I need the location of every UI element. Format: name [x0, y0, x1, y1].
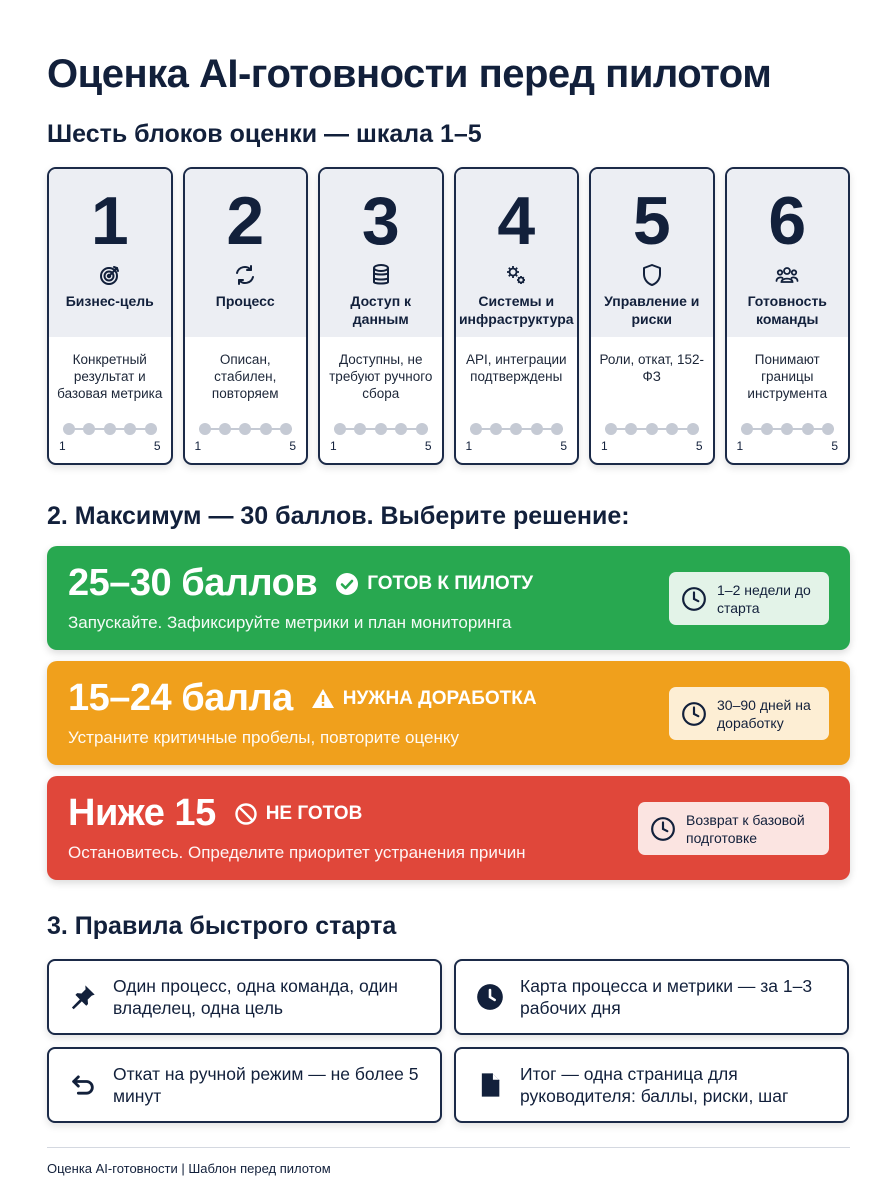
section-subtitle: Шесть блоков оценки — шкала 1–5 — [47, 120, 482, 148]
section-heading-decision: 2. Максимум — 30 баллов. Выберите решение: — [47, 502, 630, 530]
band-description: Устраните критичные пробелы, повторите оценку — [68, 728, 460, 747]
decision-band-needs-work — [47, 661, 850, 765]
card-description: Понимают границы инструмента — [747, 352, 828, 401]
team-icon — [774, 262, 800, 288]
rating-scale[interactable] — [599, 423, 705, 463]
assessment-cards — [47, 167, 850, 465]
card-label: Управление и риски — [604, 293, 700, 327]
band-description: Запускайте. Зафиксируйте метрики и план мониторинга — [68, 613, 512, 632]
card-label: Процесс — [215, 293, 275, 309]
card-number: 2 — [226, 183, 265, 259]
decision-band-ready — [47, 546, 850, 650]
card-business-goal — [47, 167, 173, 465]
band-note — [638, 802, 829, 855]
undo-icon — [69, 1071, 97, 1099]
band-note — [669, 572, 829, 625]
card-description: Роли, откат, 152-ФЗ — [599, 352, 705, 384]
card-number: 3 — [361, 183, 400, 259]
footer-divider — [47, 1147, 850, 1148]
footer-text: Оценка AI-готовности | Шаблон перед пилотом — [47, 1161, 331, 1176]
band-status: ГОТОВ К ПИЛОТУ — [367, 572, 534, 594]
scale-max: 5 — [560, 439, 567, 453]
scale-max: 5 — [153, 439, 161, 453]
card-team-readiness — [725, 167, 851, 465]
card-description: API, интеграции подтверждены — [465, 352, 567, 384]
card-number: 4 — [497, 183, 536, 259]
card-number: 1 — [90, 183, 129, 259]
scale-min: 1 — [601, 439, 608, 453]
card-governance — [589, 167, 715, 465]
rule-card — [454, 959, 849, 1035]
cycle-arrows-icon — [232, 262, 258, 288]
warning-icon — [311, 687, 335, 711]
scale-min: 1 — [736, 439, 744, 453]
decision-band-not-ready — [47, 776, 850, 880]
band-note-text: 30–90 дней на доработку — [717, 696, 811, 731]
rule-text: Итог — одна страница для руководителя: баллы, риски, шаг — [520, 1064, 789, 1106]
clock-icon — [650, 816, 676, 842]
card-description: Доступны, не требуют ручного сбора — [329, 352, 433, 401]
scale-max: 5 — [695, 439, 703, 453]
scale-max: 5 — [289, 439, 296, 453]
clock-icon — [681, 701, 707, 727]
rule-card — [47, 959, 442, 1035]
card-description: Конкретный результат и базовая метрика — [57, 352, 163, 401]
check-circle-icon — [335, 572, 359, 596]
band-note-text: 1–2 недели до старта — [717, 581, 811, 616]
rating-scale[interactable] — [193, 423, 299, 463]
rating-scale[interactable] — [328, 423, 434, 463]
card-label: Системы и инфраструктура — [458, 293, 574, 327]
scale-min: 1 — [59, 439, 66, 453]
rating-scale[interactable] — [735, 423, 841, 463]
pin-icon — [69, 983, 97, 1011]
document-icon — [476, 1071, 504, 1099]
scale-min: 1 — [194, 439, 202, 453]
band-note-text: Возврат к базовой подготовке — [686, 811, 805, 846]
gears-icon — [503, 262, 529, 288]
clock-icon — [681, 586, 707, 612]
rule-text: Один процесс, одна команда, один владелец, одна цель — [113, 976, 398, 1018]
rule-card — [47, 1047, 442, 1123]
scale-max: 5 — [831, 439, 838, 453]
rule-text: Карта процесса и метрики — за 1–3 рабочих дня — [520, 976, 813, 1018]
band-score: 25–30 баллов — [68, 562, 318, 604]
target-icon — [97, 262, 123, 288]
band-status: НЕ ГОТОВ — [265, 802, 363, 824]
clock-icon — [476, 983, 504, 1011]
card-number: 6 — [768, 183, 807, 259]
card-description: Описан, стабилен, повторяем — [211, 352, 279, 401]
shield-icon — [639, 262, 665, 288]
card-label: Готовность команды — [747, 293, 827, 327]
band-description: Остановитесь. Определите приоритет устранения причин — [68, 843, 526, 862]
card-label: Доступ к данным — [350, 293, 412, 327]
page-title: Оценка AI-готовности перед пилотом — [47, 52, 772, 96]
prohibited-icon — [234, 802, 258, 826]
card-label: Бизнес-цель — [65, 293, 154, 309]
rule-text: Откат на ручной режим — не более 5 минут — [113, 1064, 419, 1106]
scale-min: 1 — [465, 439, 473, 453]
band-score: 15–24 балла — [68, 677, 293, 719]
section-heading-rules: 3. Правила быстрого старта — [47, 912, 397, 940]
band-note — [669, 687, 829, 740]
card-data-access — [318, 167, 444, 465]
card-number: 5 — [632, 183, 671, 259]
rule-card — [454, 1047, 849, 1123]
scale-max: 5 — [424, 439, 432, 453]
band-score: Ниже 15 — [68, 792, 216, 834]
card-systems — [454, 167, 580, 465]
scale-min: 1 — [330, 439, 337, 453]
rating-scale[interactable] — [464, 423, 570, 463]
band-status: НУЖНА ДОРАБОТКА — [342, 687, 537, 709]
rating-scale[interactable] — [57, 423, 163, 463]
card-process — [183, 167, 309, 465]
database-icon — [368, 262, 394, 288]
